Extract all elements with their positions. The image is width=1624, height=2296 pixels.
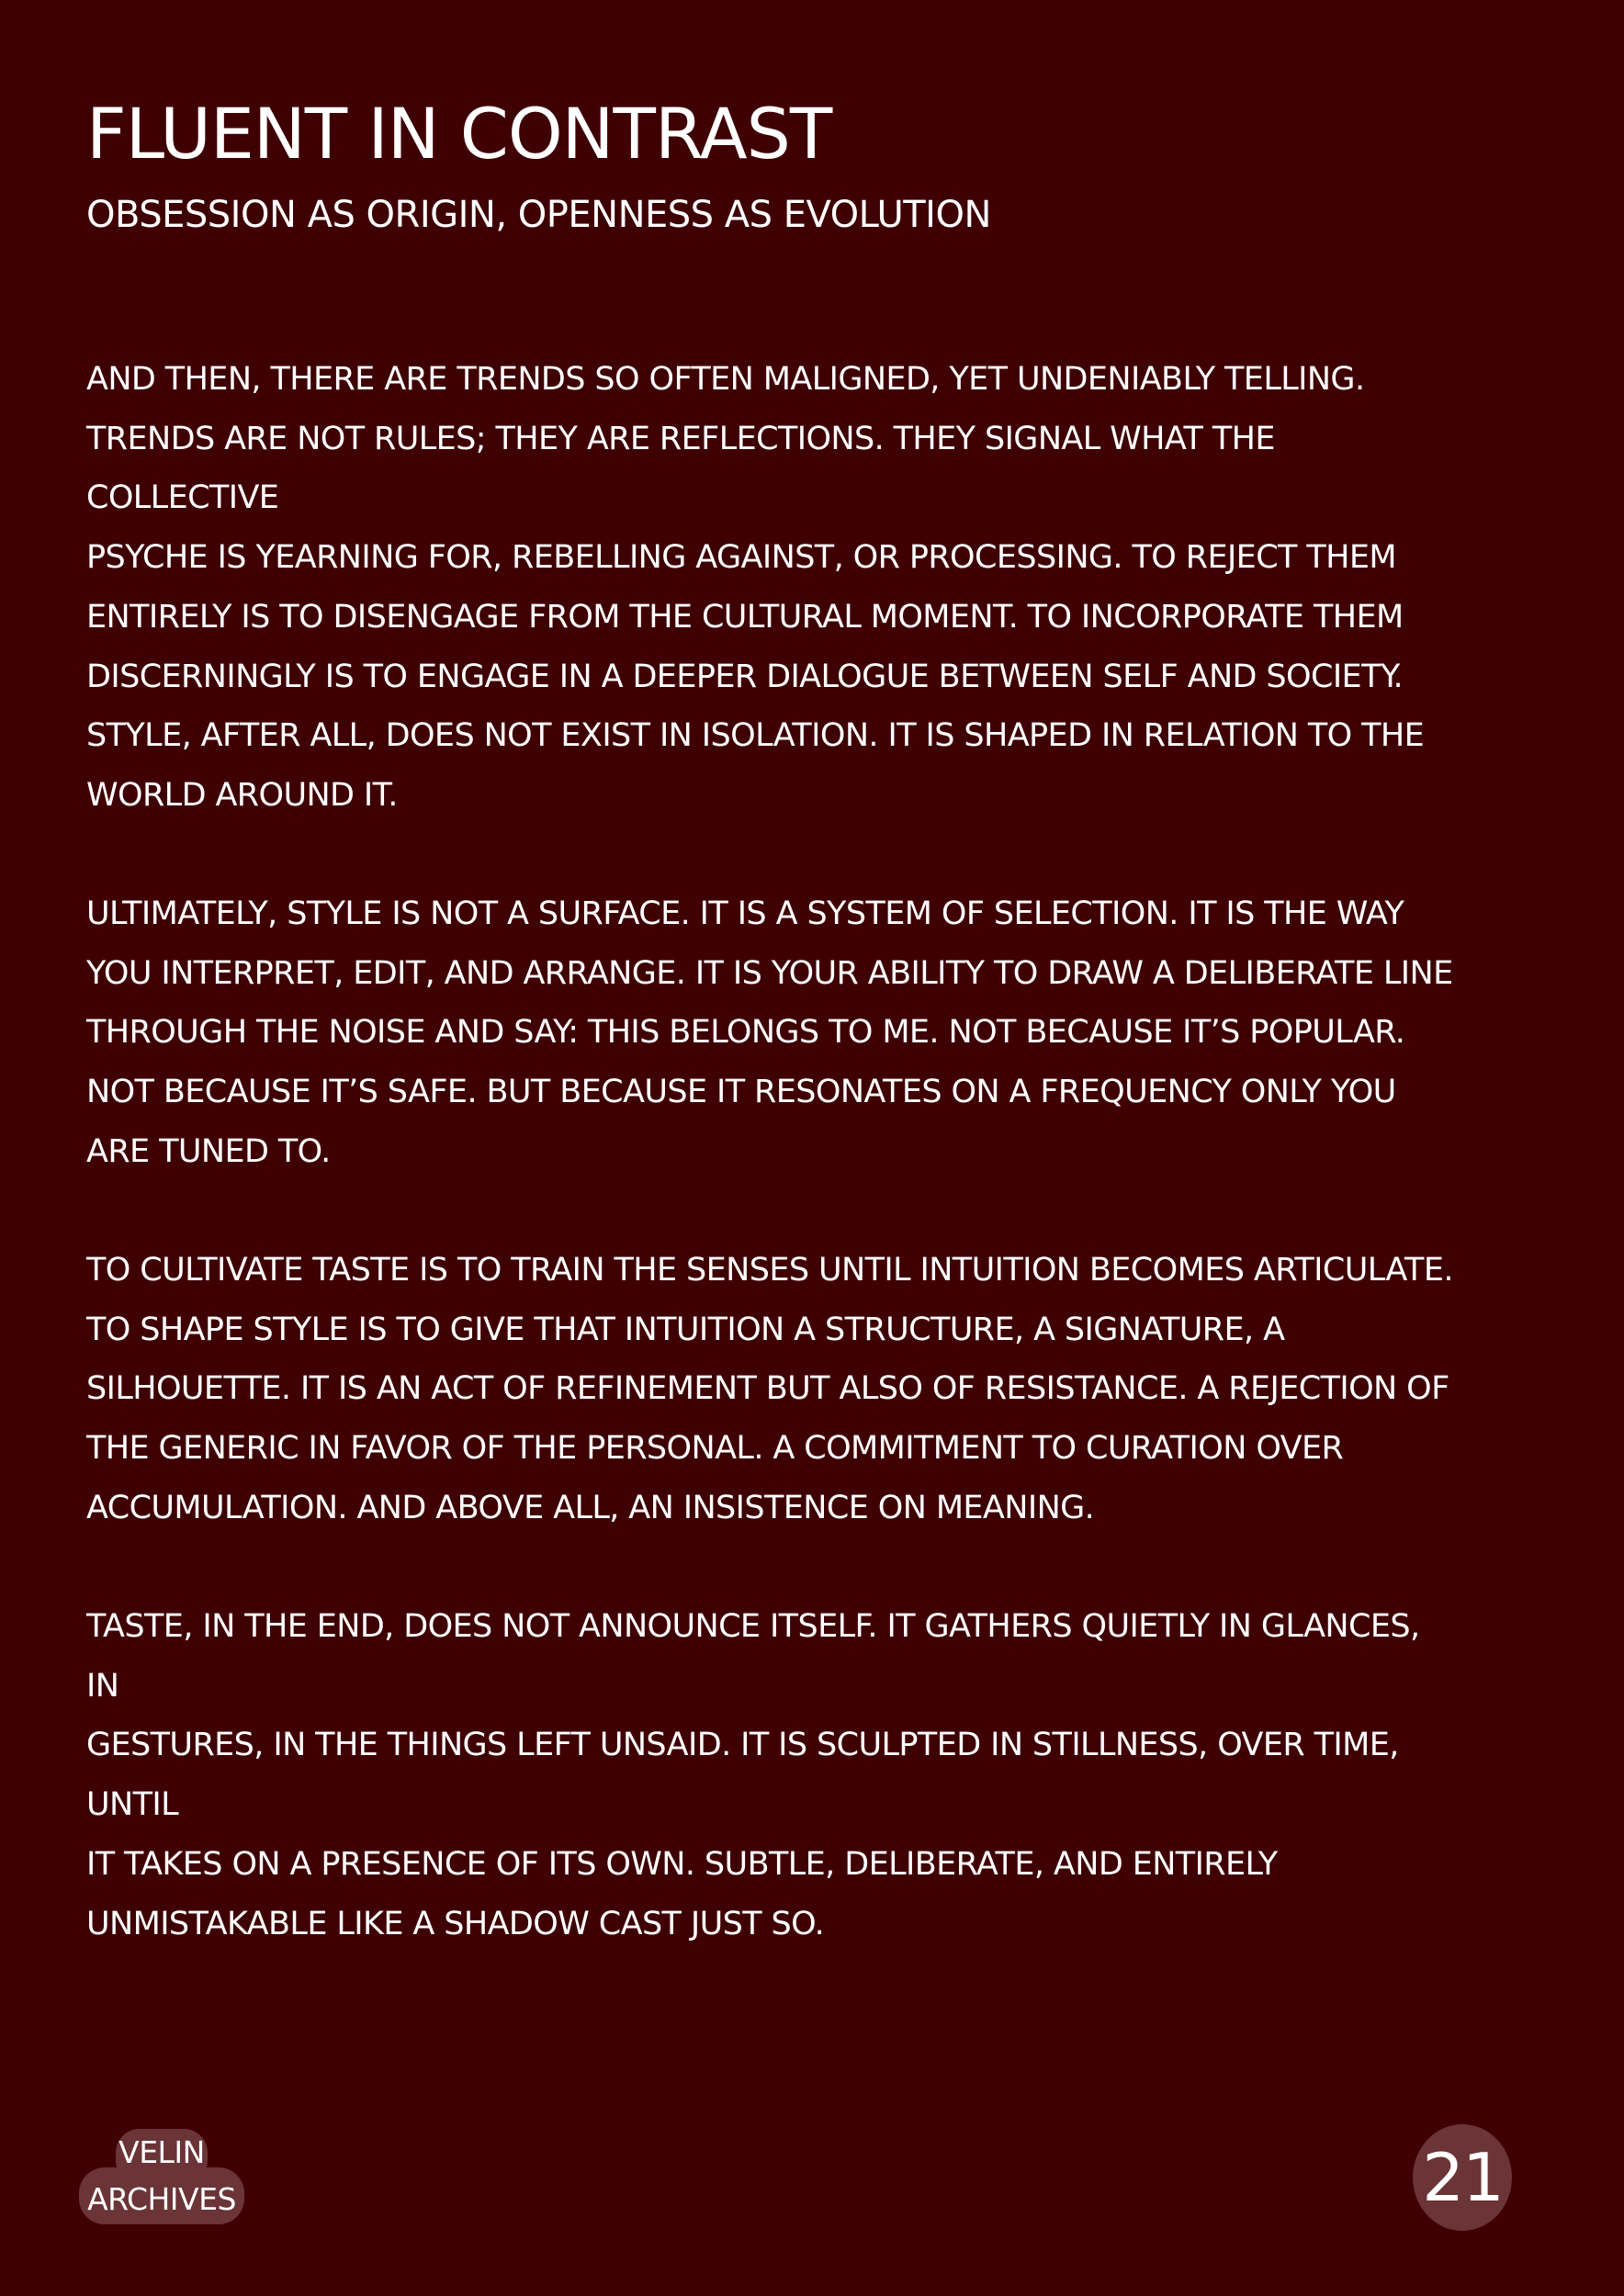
logo-line-velin: VELIN	[118, 2134, 205, 2170]
body-paragraph-trends: AND THEN, THERE ARE TRENDS SO OFTEN MALIGNED, YET UNDENIABLY TELLING. TRENDS ARE NOT RULES; THEY ARE REFLECTIONS. THEY SIGNAL WHAT THE COLLECTIVE PSYCHE IS YEARNING FOR, REBELLING AGAINST, OR PROCESSING. TO REJECT THEM ENTIRELY IS TO DISENGAGE FROM THE CULTURAL MOMENT. TO INCORPORATE THEM DISCERNINGLY IS TO ENGAGE IN A DEEPER DIALOGUE BETWEEN SELF AND SOCIETY. STYLE, AFTER ALL, DOES NOT EXIST IN ISOLATION. IT IS SHAPED IN RELATION TO THE WORLD AROUND IT.	[86, 361, 1425, 814]
page-number-badge: 21	[1413, 2124, 1512, 2231]
logo-text	[79, 2129, 244, 2223]
page-subtitle: OBSESSION AS ORIGIN, OPENNESS AS EVOLUTION	[86, 194, 991, 236]
body-paragraph-taste-end: TASTE, IN THE END, DOES NOT ANNOUNCE ITSELF. IT GATHERS QUIETLY IN GLANCES, IN GESTURES, IN THE THINGS LEFT UNSAID. IT IS SCULPTED IN STILLNESS, OVER TIME, UNTIL IT TAKES ON A PRESENCE OF ITS OWN. SUBTLE, DELIBERATE, AND ENTIRELY UNMISTAKABLE LIKE A SHADOW CAST JUST SO.	[86, 1608, 1420, 1942]
body-paragraph-style-selection: ULTIMATELY, STYLE IS NOT A SURFACE. IT IS A SYSTEM OF SELECTION. IT IS THE WAY YOU INTERPRET, EDIT, AND ARRANGE. IT IS YOUR ABILITY TO DRAW A DELIBERATE LINE THROUGH THE NOISE AND SAY: THIS BELONGS TO ME. NOT BECAUSE IT’S POPULAR. NOT BECAUSE IT’S SAFE. BUT BECAUSE IT RESONATES ON A FREQUENCY ONLY YOU ARE TUNED TO.	[86, 895, 1453, 1170]
velin-archives-logo	[79, 2129, 244, 2225]
body-paragraph-cultivate-taste: TO CULTIVATE TASTE IS TO TRAIN THE SENSES UNTIL INTUITION BECOMES ARTICULATE. TO SHAPE STYLE IS TO GIVE THAT INTUITION A STRUCTURE, A SIGNATURE, A SILHOUETTE. IT IS AN ACT OF REFINEMENT BUT ALSO OF RESISTANCE. A REJECTION OF THE GENERIC IN FAVOR OF THE PERSONAL. A COMMITMENT TO CURATION OVER ACCUMULATION. AND ABOVE ALL, AN INSISTENCE ON MEANING.	[86, 1252, 1453, 1526]
logo-line-archives: ARCHIVES	[87, 2181, 236, 2217]
page-title: FLUENT IN CONTRAST	[86, 93, 832, 174]
